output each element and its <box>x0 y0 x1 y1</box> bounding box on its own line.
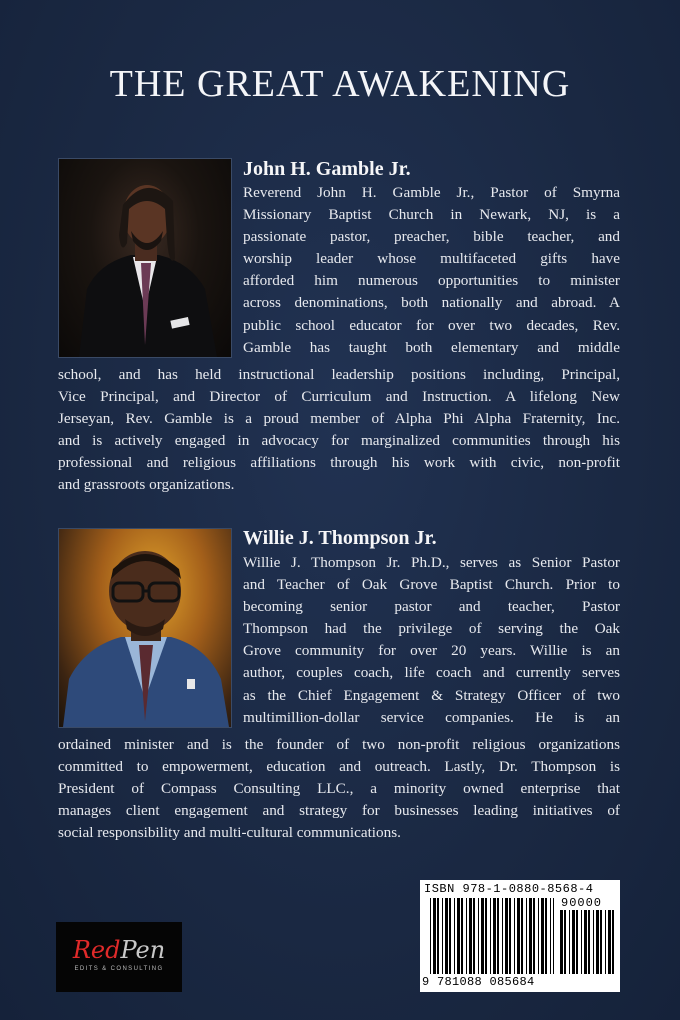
bio-line: manages client engagement and strategy for businesses leading initiatives of <box>58 802 620 820</box>
isbn-label: ISBN 978-1-0880-8568-4 <box>424 882 594 896</box>
bio-line: Grove community for over 20 years. Willie is an <box>243 642 620 660</box>
bio-line: passionate pastor, preacher, bible teacher, and <box>243 228 620 246</box>
bio-line: across denominations, both nationally and abroad. A <box>243 294 620 312</box>
bio-line: and grassroots organizations. <box>58 476 235 494</box>
author-name-thompson: Willie J. Thompson Jr. <box>243 527 437 549</box>
barcode-bars <box>430 898 554 974</box>
author-photo-thompson <box>58 528 232 728</box>
bio-line: public school educator for over two decades, Rev. <box>243 316 620 334</box>
bio-line: Reverend John H. Gamble Jr., Pastor of Smyrna <box>243 184 620 201</box>
bio-line: committed to empowerment, education and outreach. Lastly, Dr. Thompson is <box>58 758 620 776</box>
author-bio-thompson-full <box>58 734 620 844</box>
bio-line: social responsibility and multi-cultural communications. <box>58 824 401 842</box>
bio-line: Jerseyan, Rev. Gamble is a proud member of Alpha Phi Alpha Fraternity, Inc. <box>58 410 620 428</box>
bio-line: worship leader whose multifaceted gifts have <box>243 250 620 268</box>
barcode-addon-number: 90000 <box>561 896 603 910</box>
author-photo-gamble <box>58 158 232 358</box>
logo-red-text: Red <box>72 936 121 964</box>
logo-wordmark <box>56 936 182 964</box>
barcode-addon-bars <box>560 910 614 974</box>
author-bio-thompson-wrapped <box>243 552 620 729</box>
bio-line: becoming senior pastor and teacher, Pastor <box>243 598 620 616</box>
author-bio-gamble-full <box>58 364 620 497</box>
bio-line: afforded him numerous opportunities to minister <box>243 272 620 290</box>
bio-line: Thompson had the privilege of serving the Oak <box>243 620 620 638</box>
ean-digits: 9 781088 085684 <box>422 975 535 989</box>
publisher-logo <box>56 922 182 992</box>
bio-line: as the Chief Engagement & Strategy Officer of two <box>243 686 620 704</box>
logo-subtitle: EDITS & CONSULTING <box>74 966 164 972</box>
bio-line: ordained minister and is the founder of two non-profit religious organizations <box>58 736 620 753</box>
bio-line: Missionary Baptist Church in Newark, NJ, is a <box>243 206 620 224</box>
portrait-icon <box>59 159 231 357</box>
bio-line: professional and religious affiliations through his work with civic, non-profit <box>58 454 620 472</box>
author-name-gamble: John H. Gamble Jr. <box>243 158 411 180</box>
portrait-icon <box>59 529 231 727</box>
bio-line: school, and has held instructional leadership positions including, Principal, <box>58 366 620 383</box>
book-title: THE GREAT AWAKENING <box>109 63 571 105</box>
logo-white-text: Pen <box>120 936 166 964</box>
bio-line: multimillion-dollar service companies. He is an <box>243 708 620 726</box>
bio-line: Vice Principal, and Director of Curriculum and Instruction. A lifelong New <box>58 388 620 406</box>
isbn-barcode <box>420 880 620 992</box>
bio-line: and is actively engaged in advocacy for marginalized communities through his <box>58 432 620 450</box>
bio-line: President of Compass Consulting LLC., a minority owned enterprise that <box>58 780 620 798</box>
bio-line: Willie J. Thompson Jr. Ph.D., serves as Senior Pastor <box>243 554 620 571</box>
bio-line: author, couples coach, life coach and currently serves <box>243 664 620 682</box>
bio-line: and Teacher of Oak Grove Baptist Church. Prior to <box>243 576 620 594</box>
author-bio-gamble-wrapped <box>243 182 620 359</box>
bio-line: Gamble has taught both elementary and middle <box>243 338 620 356</box>
